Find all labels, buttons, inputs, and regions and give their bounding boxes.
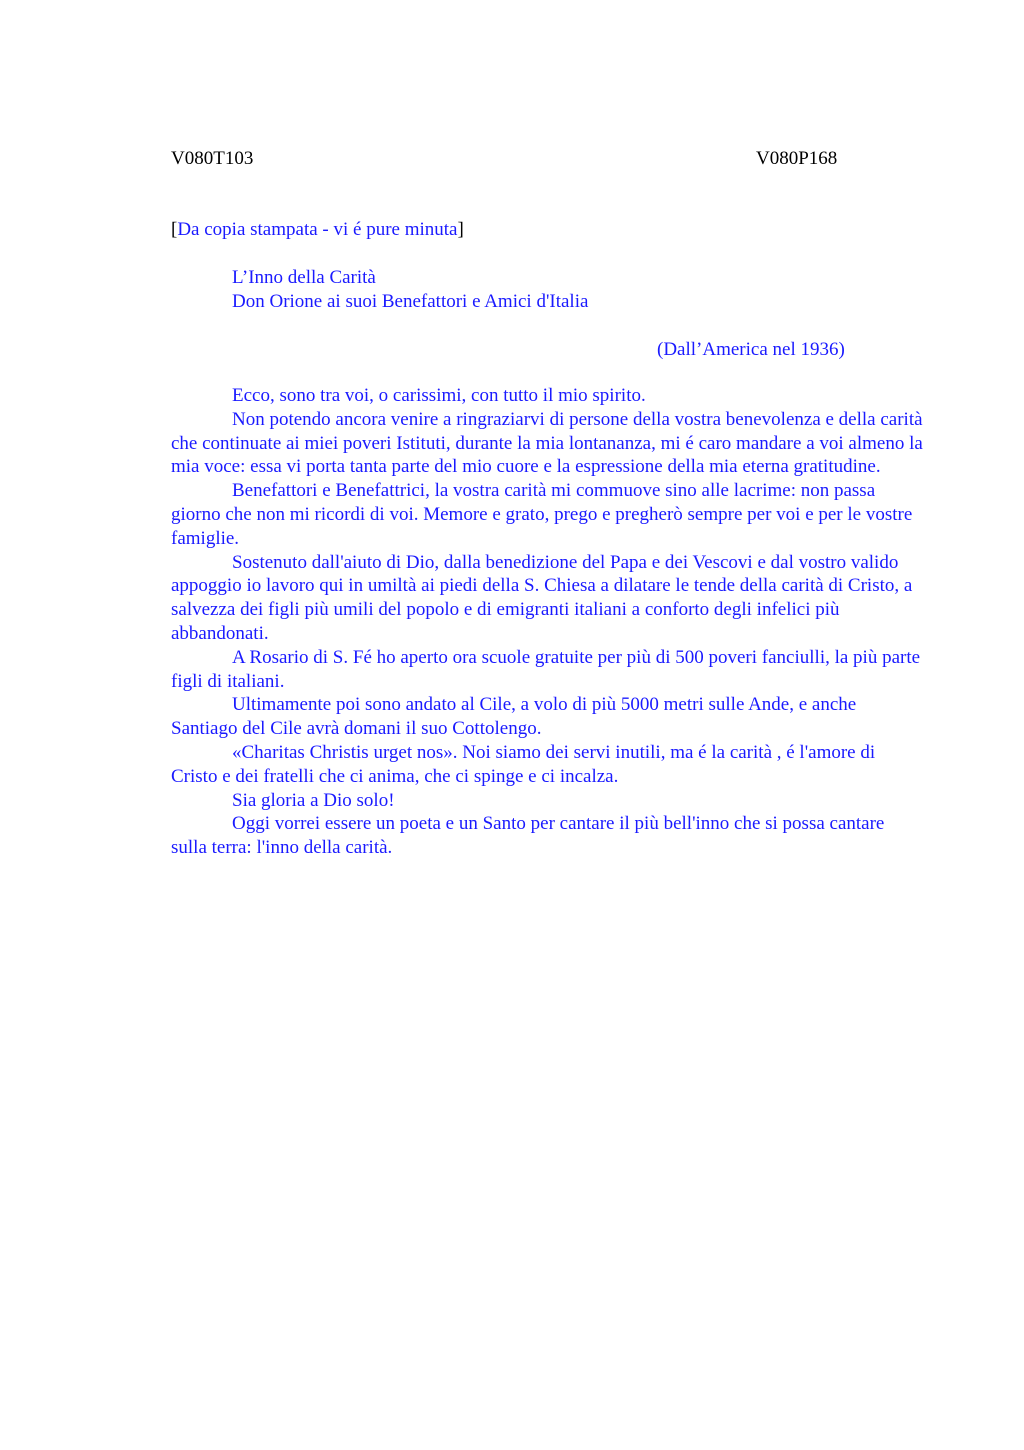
source-note: [171, 218, 464, 242]
source-note-close-bracket: ]: [457, 219, 464, 240]
source-note-text: Da copia stampata - vi é pure minuta: [177, 219, 458, 240]
paragraph: «Charitas Christis urget nos». Noi siamo dei servi inutili, ma é la carità , é l'amore di Cristo e dei fratelli che ci anima, che ci spinge e ci incalza.: [171, 741, 876, 787]
paragraph: Oggi vorrei essere un poeta e un Santo per cantare il più bell'inno che si possa cantare sulla terra: l'inno della carità.: [171, 813, 885, 859]
document-code-right: V080P168: [756, 148, 838, 169]
title-line-2: Don Orione ai suoi Benefattori e Amici d'Italia: [232, 290, 589, 312]
paragraph: Sostenuto dall'aiuto di Dio, dalla benedizione del Papa e dei Vescovi e dal vostro valido appoggio io lavoro qui in umiltà ai piedi della S. Chiesa a dilatare le tende della carità di Cristo, a salvezza dei figli più umili del popolo e di emigranti italiani a conforto degli infelici più abbandonati.: [171, 551, 913, 644]
title-block: [232, 266, 588, 314]
paragraph: Benefattori e Benefattrici, la vostra carità mi commuove sino alle lacrime: non passa giorno che non mi ricordi di voi. Memore e grato, prego e pregherò sempre per voi e per le vostre famiglie.: [171, 480, 913, 549]
date-line: (Dall’America nel 1936): [657, 339, 845, 360]
paragraph: Ecco, sono tra voi, o carissimi, con tutto il mio spirito.: [232, 385, 646, 406]
paragraph: Sia gloria a Dio solo!: [232, 789, 395, 811]
source-note-open-bracket: [: [171, 219, 178, 240]
body-text: [171, 384, 923, 860]
document-code-left: V080T103: [171, 148, 254, 169]
title-line-1: L’Inno della Carità: [232, 267, 376, 288]
paragraph: Non potendo ancora venire a ringraziarvi di persone della vostra benevolenza e della carità che continuate ai miei poveri Istituti, durante la mia lontananza, mi é caro mandare a voi almeno la mia voce: essa vi porta tanta parte del mio cuore e la espressione della mia eterna gratitudine.: [171, 408, 923, 478]
paragraph: A Rosario di S. Fé ho aperto ora scuole gratuite per più di 500 poveri fanciulli, la più parte figli di italiani.: [171, 646, 921, 692]
paragraph: Ultimamente poi sono andato al Cile, a volo di più 5000 metri sulle Ande, e anche Santiago del Cile avrà domani il suo Cottolengo.: [171, 694, 857, 740]
